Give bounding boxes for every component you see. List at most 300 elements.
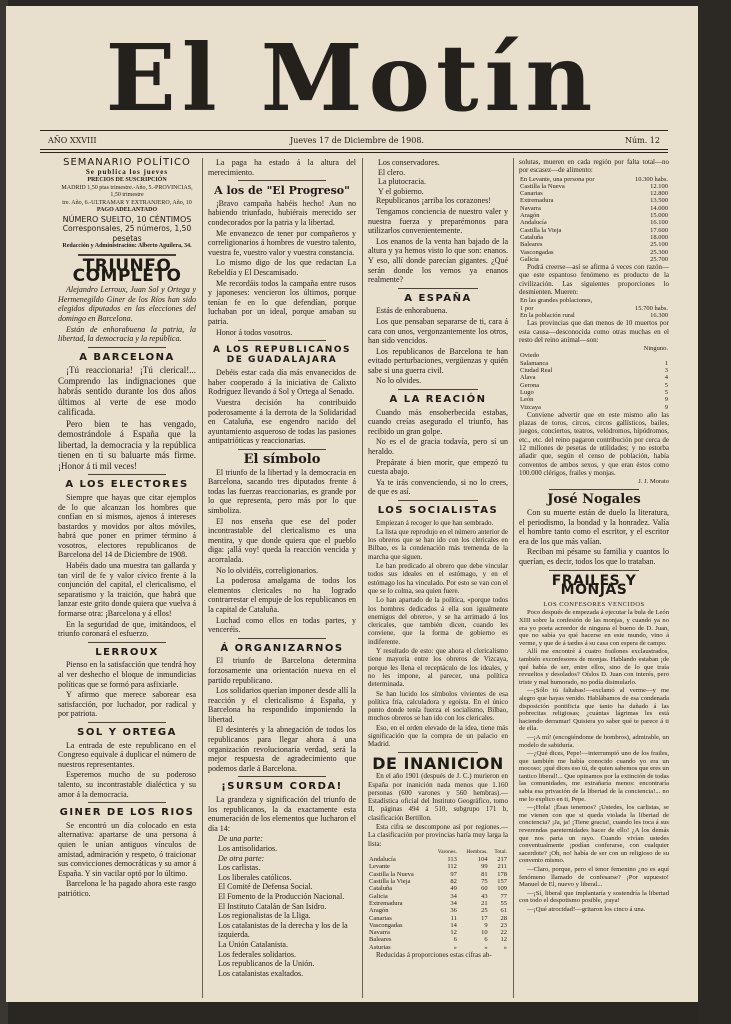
table-cell: 5	[664, 381, 668, 389]
table-cell: 21	[481, 899, 488, 907]
list-item: De otra parte:	[218, 853, 265, 863]
table-cell: En Levante, una persona por	[520, 175, 595, 183]
table-cell: Galicia	[520, 255, 539, 263]
table-cell: 43	[481, 892, 488, 900]
table-cell: 14	[450, 921, 457, 929]
list-item: Los conservadores.	[378, 158, 440, 167]
table-header	[368, 849, 508, 856]
table-cell: 104	[477, 856, 488, 864]
list-item: Los liberales católicos.	[218, 872, 292, 882]
table-cell: 25.300	[650, 248, 668, 256]
table-cell: 211	[497, 863, 507, 871]
paragraph: Están de enhorabuena la patria, la libertad, la democracia y la república.	[58, 324, 196, 344]
paragraph: La lista que reprodujo en el número anterior de los obreros que se han ido con los clericales en Bilbao, es la condenación más tremenda de la marcha que siguen.	[368, 527, 508, 561]
paragraph: Allí me encontré á cuatro frailones exclaustrados, también exconfesores de monjas. Hablando estaban ¡de qué había de ser, entre ellos, sino de lo que traía revueltos y desolados? Oíslos D. Juan con interés, pero triste y mal humorado, no podía disimularlo.	[519, 648, 669, 686]
table-row	[519, 256, 669, 263]
paragraph: No lo olvidéis, correligionarios.	[216, 565, 318, 575]
list-item: De una parte:	[218, 834, 263, 844]
list-item: Y el gobierno.	[378, 186, 424, 196]
column-3	[368, 158, 508, 960]
paragraph: Luchad como ellos en todas partes, y venceréis.	[208, 615, 356, 635]
paragraph: No es el de gracia todavía, pero sí un heraldo.	[368, 437, 508, 457]
table-cell: 77	[500, 892, 507, 900]
paragraph: Y resultado de esto: que ahora el clericalismo tiene mayoría entre los obreros de Vizcaya, porque les llena el receptáculo de los ideales, y no les impone, al parecer, una política determinada.	[368, 647, 508, 689]
table-cell: Baleares	[369, 936, 392, 944]
headline-sursum-corda: ¡SURSUM CORDA!	[221, 781, 343, 793]
paragraph: Pienso en la satisfacción que tendrá hoy al ver deshecho el bloque de inmundicias políticas que se formó para asfixiarle.	[58, 660, 196, 689]
paragraph: Poco después de empezada á ejecutar la bula de León XIII sobre la confesión de las monjas, y cuando ya no era yo poeta acreedor de ninguna el bueno de D. Juan, que no sabía ya qué hacerse en este mundo, vino á verme, y que de á tardes á su casa con espera de campo.	[519, 609, 669, 647]
paragraph: El triunfo de Barcelona determina forzosamente una orientación nueva en el partido republicano.	[208, 656, 356, 685]
issue-number: Núm. 12	[624, 136, 660, 145]
paragraph: —¿Qué dices, Pepe!—interrumpió uno de los frailes, que también me había conocido cuando yo era un mocoso; ¡qué dices eso tú, de quien sabemos que eres un tantico liberal!... Que opinamos por la extinción de todas las comunidades, me extrañaría menos: encontraría sabia esa privación de la libertad de la conciencia!... no me lo explico en ti, Pepe.	[519, 750, 669, 803]
table-cell: Canarias	[520, 190, 543, 198]
headline-el-progreso: A los de "El Progreso"	[214, 184, 350, 198]
table-cell: Ciudad Real	[520, 367, 553, 375]
table-cell: Cataluña	[369, 885, 393, 893]
paragraph: Cuando más ensoberbecida estabas, cuando creías asegurado el triunfo, has recibido un gran golpe.	[368, 407, 508, 436]
table-cell: 6	[453, 936, 457, 944]
table-cell: Hembras.	[466, 848, 488, 855]
table-cell: Navarra	[520, 204, 541, 212]
subheadline-confesores: LOS CONFESORES VENCIDOS	[543, 600, 645, 608]
published-line: Se publica los jueves	[85, 167, 169, 176]
table-cell: 49	[450, 885, 457, 893]
paragraph: Habéis dado una muestra tan gallarda y tan viril de fe y valor cívico frente á la conjunción del capital, el clericalismo, el separatismo y la traición, que habrá que lanzar este grito donde quiera que vuelva á formarse otra: ¡Barcelona y á ellos!	[58, 561, 196, 619]
table-cell: 22	[500, 929, 507, 937]
table-cell: Galicia	[369, 892, 388, 900]
headline-los-socialistas: LOS SOCIALISTAS	[377, 505, 499, 516]
table-cell: 28	[500, 914, 507, 922]
headline-guadalajara: A LOS REPUBLICANOS DE GUADALAJARA	[213, 345, 351, 365]
table-cell: 1 por	[520, 304, 534, 312]
table-cell: Canarias	[369, 914, 392, 922]
single-issue-price: NÚMERO SUELTO, 10 CÉNTIMOS	[62, 214, 192, 224]
table-row	[368, 929, 508, 936]
paragraph: Le han predicado al obrero que debe vincular todos sus ideales en el estómago, y en el estómago los ha vinculado. Por esto se van con el que se lo colma, sea quien fuere.	[368, 562, 508, 595]
paragraph: Barcelona le ha pagado ahora este rasgo patriótico.	[58, 879, 196, 898]
prices-title: PRECIOS DE SUSCRIPCIÓN	[87, 177, 167, 184]
dateline	[40, 134, 668, 148]
table-row	[519, 367, 669, 374]
table-row	[368, 893, 508, 900]
column-1	[58, 158, 196, 899]
table-cell: Castilla la Nueva	[520, 182, 565, 190]
table-row	[519, 249, 669, 256]
table-row	[519, 352, 669, 359]
table-row	[519, 389, 669, 396]
table-cell: »	[453, 943, 457, 951]
paragraph: —¡Sí, liberal que implantaría y sostendría la libertad con todo el despotismo posible, ¡raya!	[519, 889, 669, 905]
table-cell: Castilla la Vieja	[369, 878, 411, 886]
paragraph: —¡Sólo tú faltabas!—exclamó al verme—y me alegro que hayas venido. Hablábamos de esa condenada disposición pontificia que tanto ha dañado á las pobrecitas religiosas; ¿cuántas lágrimas les está haciendo derramar! Quisiera yo saber qué te parece á ti de ella.	[519, 687, 669, 733]
paragraph: —¡Hola! ¡Ésas tenemos? ¡Ustedes, los carlistas, se me vienen con que si queda violada la libertad de conciencia? ¡Ja, ja! ¡Tiene gracia!, cuando les toca á sus reverendas pareternidades hacer de ello! ¿A los demás que nos parta un rayo. Cuando vivían ustedes conventualmente ¡podían conferarse, con cualquier sacerdote? ¡Oh, no! había de ser con un religioso de su convento mismo.	[519, 804, 669, 865]
column-divider-3	[513, 158, 514, 998]
table-row	[519, 176, 669, 183]
list-item: Los federales solidarios.	[218, 949, 296, 959]
table-row	[519, 205, 669, 212]
table-row	[519, 197, 669, 204]
headline-giner: GINER DE LOS RIOS	[59, 807, 195, 819]
table-row	[368, 856, 508, 863]
table-cell: 3	[664, 367, 668, 375]
paragraph: El triunfo de la libertad y la democracia en Barcelona, sacando tres diputados frente á todas las fuerzas reaccionarias, es grande por lo que representa, pero más por lo que simboliza.	[208, 467, 356, 515]
table-cell: Levante	[369, 863, 390, 871]
headline-de-inanicion: DE INANICION	[372, 753, 504, 773]
table-row	[519, 190, 669, 197]
table-row	[519, 183, 669, 190]
list-item: La plutocracia.	[378, 177, 426, 187]
divider	[88, 642, 166, 643]
column-4-mid3	[519, 411, 669, 487]
table-cell: Lugo	[520, 388, 534, 396]
table-cell: 157	[497, 878, 507, 886]
table-cell: 10.300 habs.	[634, 175, 668, 183]
table-cell: 6	[484, 936, 488, 944]
list-item: Los republicanos de la Unión.	[218, 959, 315, 969]
paragraph: ¡Tú reaccionaria! ¡Tú clerical!... Comprendo las indignaciones que habrás sentido durante los dos años últimos al verte de ese modo calificada.	[58, 365, 196, 418]
table-cell: Ninguno.	[643, 345, 668, 353]
paragraph: Esperemos mucho de su poderoso talento, su incontrastable dialéctica y su amor á la democracia.	[58, 770, 196, 799]
table-row	[519, 382, 669, 389]
paragraph: Reducidas á proporciones estas cifras ab-	[376, 951, 492, 960]
table-cell: 82	[450, 878, 457, 886]
table-cell: 25.100	[650, 241, 668, 249]
prices-line-2: tre. Año, 6.-ULTRAMAR Y EXTRANJERO, Año, 10	[62, 199, 192, 206]
table-cell: Aragón	[520, 212, 540, 220]
redaction-address: Redacción y Administración: Alberto Aguilera, 34.	[62, 243, 192, 250]
paragraph: Los republicanos de Barcelona te han evitado perturbaciones, vergüenzas y quién sabe si una guerra civil.	[368, 346, 508, 375]
masthead-title: El Motín	[105, 24, 599, 132]
list-item: El clero.	[378, 167, 406, 177]
table-cell: Salamanca	[520, 359, 549, 367]
paragraph: Lo mismo digo de los que redactan La Rebeldía y El Descamisado.	[208, 258, 356, 277]
headline-a-la-reacion: A LA REACIÓN	[389, 394, 487, 406]
paragraph: —¡Qué atrocidad!—gritaron los cinco á una.	[527, 905, 646, 913]
table-cell: 17.600	[650, 226, 668, 234]
column-4-mid	[519, 263, 669, 296]
table-row	[368, 871, 508, 878]
paragraph: Las provincias que dan menos de 10 muertos por esta causa—desconocida como otras muchas en el resto del reino animal—son:	[519, 319, 669, 344]
paragraph: La poderosa amalgama de todos los elementos clericales no ha logrado contrarrestar el empuje de los republicanos en la capital de Cataluña.	[208, 576, 356, 614]
table-row	[519, 396, 669, 403]
paragraph: Honor á todos vosotros.	[216, 327, 293, 337]
column-2	[208, 158, 356, 978]
table-cell: Castilla la Nueva	[369, 870, 414, 878]
table-cell: 10	[481, 929, 488, 937]
table-cell: 99	[481, 863, 488, 871]
table-cell: En las grandes poblaciones,	[520, 297, 593, 305]
paragraph: Vuestra decisión ha contribuido poderosamente á la derrota de la Solidaridad en Cataluña, ese engendro nacido del ayuntamiento asqueroso de todas las pasiones antipatrióticas y reaccionarias.	[208, 398, 356, 446]
table-cell: 109	[497, 885, 507, 893]
table-cell: 9	[664, 403, 668, 411]
paragraph: —¡A mí! (encogiéndome de hombros), admirable, un modelo de sabiduría.	[519, 733, 669, 749]
divider	[88, 802, 166, 803]
headline-el-simbolo: El símbolo	[243, 452, 321, 468]
table-cell: »	[503, 943, 507, 951]
table-header	[519, 345, 669, 352]
paragraph: Pero bien te has vengado, demostrándole á España que la libertad, la democracia y la república tienen en ti su baluarte más firme. ¡Honor á ti mil veces!	[58, 418, 196, 471]
table-cell: 12	[500, 936, 507, 944]
table-cell: Oviedo	[520, 352, 540, 360]
table-cell: 15.700 habs.	[634, 304, 668, 312]
paragraph: Me envanezco de tener por compañeros y correligionarios á hombres de vuestro talento, vuestra fe, vuestro valor y vuestra constancia.	[208, 228, 356, 257]
newspaper-page	[6, 6, 698, 1002]
table-cell: 18.000	[650, 233, 668, 241]
right-edge-shadow	[698, 0, 731, 1024]
table-cell: 34	[450, 892, 457, 900]
divider	[398, 288, 478, 289]
divider	[398, 752, 478, 753]
table-cell: 11	[450, 914, 457, 922]
column-4	[519, 158, 669, 915]
table-row	[368, 885, 508, 892]
signature: J. J. Morato	[638, 478, 669, 486]
headline-organizarnos: Á ORGANIZARNOS	[220, 642, 344, 654]
column-divider-1	[202, 158, 203, 998]
divider	[549, 570, 639, 571]
list-item: El Comité de Defensa Social.	[218, 882, 313, 892]
table-cell: 9	[664, 396, 668, 404]
table-cell: Aragón	[369, 907, 389, 915]
table-row	[368, 915, 508, 922]
table-row	[368, 900, 508, 907]
paragraph: ¡Bravo campaña habéis hecho! Aun no habiendo triunfado, hubiérais merecido ser condecorados por la patria y la libertad.	[208, 198, 356, 227]
paragraph: Siempre que hayas que citar ejemplos de lo que alcanzan los hombres que confían en sí mismos, ajenos á intereses bastardos y movidos por altos móviles, habrá que poner en primer término á vosotros, electores republicanos de Barcelona del 14 de Diciembre de 1908.	[58, 492, 196, 560]
paragraph: El nos enseña que ese del poder incontrastable del clericalismo es una mentira, y que donde quiera que el pueblo diga: ¡allá voy! queda la reacción vencida y acorralada.	[208, 516, 356, 564]
headline-frailes-y-monjas: FRAILES Y MONJAS	[551, 572, 637, 599]
table-cell: Vascongadas	[520, 248, 554, 256]
provinces-table	[519, 345, 669, 411]
table-cell	[368, 849, 430, 856]
table-cell: 16.100	[650, 219, 668, 227]
inanicion-table	[368, 849, 508, 951]
headline-sol-y-ortega: SOL Y ORTEGA	[77, 726, 177, 738]
prepaid-label: PAGO ADELANTADO	[96, 207, 158, 214]
paragraph: La paga ha estado á la altura del merecimiento.	[208, 158, 356, 177]
list-item: El Instituto Catalán de San Isidro.	[218, 901, 327, 911]
paragraph: solutas, mueren en cada región por falta total—no por escasez—de alimento:	[519, 158, 669, 175]
list-item: Los regionalistas de la Lliga.	[218, 911, 311, 921]
socialistas-body	[368, 519, 508, 749]
table-cell: 15.000	[650, 212, 668, 220]
table-cell: En la población rural	[520, 311, 575, 319]
agents-price: Corresponsales, 25 números, 1,50 pesetas	[62, 224, 192, 243]
table-cell: Varones.	[437, 848, 457, 855]
table-cell: 5	[664, 388, 668, 396]
table-row	[368, 907, 508, 914]
paragraph: Me recordáis todos la campaña entre rusos y japoneses: vencieron los últimos, porque tenían fe en lo que defendían, porque luchaban por un ideal, porque amaban su patria.	[208, 278, 356, 326]
table-cell: Castilla la Vieja	[520, 226, 562, 234]
inanicion-body	[368, 772, 508, 848]
table-cell: 13.500	[650, 197, 668, 205]
divider	[238, 449, 326, 450]
list-item: El Fomento de la Producción Nacional.	[218, 891, 345, 901]
list-item: La Unión Catalanista.	[218, 939, 288, 949]
paragraph: Con su muerte están de duelo la literatura, el periodismo, la bondad y la honradez. Valía el hombre tanto como el escritor, y el escritor era de los que más valían.	[519, 508, 669, 546]
divider	[398, 389, 478, 390]
year-label: AÑO XXVIII	[48, 136, 97, 145]
column-4-top	[519, 158, 669, 175]
table-cell: Gerona	[520, 381, 540, 389]
table-cell: 55	[500, 899, 507, 907]
divider	[238, 180, 326, 181]
table-cell	[604, 352, 669, 359]
headline-lerroux: LERROUX	[95, 646, 159, 658]
table-cell: 12.800	[650, 190, 668, 198]
table-cell: 17	[481, 914, 488, 922]
table-cell: 97	[450, 870, 457, 878]
table-cell: 25.700	[650, 255, 668, 263]
divider	[88, 474, 166, 475]
paragraph: Los enanos de la venta han bajado de la altura y ya hemos visto lo que son: enanos. Y eso, allí donde parecían gigantes. ¿Qué serán donde los vemos ya enanos realmente?	[368, 236, 508, 285]
table-row	[519, 374, 669, 381]
paragraph: Empiezan á recoger lo que han sembrado.	[376, 518, 494, 527]
table-row	[519, 360, 669, 367]
table-row	[368, 944, 508, 951]
paragraph: Debéis estar cada día más envanecidos de haber cooperado á la iniciativa de Calixto Rodríguez llevando á Sol y Ortega al Senado.	[208, 368, 356, 397]
table-cell: 12	[450, 929, 457, 937]
headline-a-espana: A ESPAÑA	[404, 292, 472, 304]
table-cell: Vizcaya	[520, 403, 541, 411]
table-cell: Alava	[520, 374, 536, 382]
table-cell	[519, 345, 604, 352]
table-cell: 178	[497, 870, 507, 878]
table-cell: 113	[447, 856, 457, 864]
paragraph: Estás de enhorabuena.	[376, 306, 448, 316]
divider	[238, 776, 326, 777]
table-row	[368, 922, 508, 929]
paragraph: En el año 1901 (después de J. C.) murieron en España por inanición nada menos que 1.160 personas (600 varones y 560 hembras).—Estadística oficial del Instituto Geográfico, tomo II, páginas 494 á 510, subgrupo 171 b, clasificación Bertillon.	[368, 772, 508, 822]
divider	[398, 500, 478, 501]
table-cell	[621, 297, 669, 304]
divider	[88, 722, 166, 723]
paragraph: Republicanos ¡arriba los corazones!	[376, 196, 491, 206]
paragraph: Prepárate á bien morir, que empezó tu cuesta abajo.	[368, 457, 508, 477]
table-cell: 34	[450, 899, 457, 907]
paragraph: Podrá creerse—así se afirma á veces con razón—que este espantoso fenómeno es producto de la civilización. Las siguientes proporciones lo desmienten. Mueren:	[519, 263, 669, 297]
paragraph: La grandeza y significación del triunfo de los republicanos, la da exactamente esta enumeración de los elementos que lucharon el día 14:	[208, 795, 356, 833]
elements-list-cont	[368, 158, 508, 196]
table-row	[519, 227, 669, 234]
table-cell: Baleares	[520, 241, 543, 249]
table-row	[519, 212, 669, 219]
table-cell: 112	[447, 863, 457, 871]
divider	[238, 638, 326, 639]
divider	[549, 489, 639, 490]
table-cell: Navarra	[369, 929, 390, 937]
table-row	[519, 305, 669, 312]
column-4-mid2	[519, 319, 669, 344]
paragraph: Conviene advertir que en este mismo año las plazas de toros, circos, circos gallísticos, bailes, juegos, conciertos, teatros, velódromos, hipódromos, etc., etc. del reino pagaron contribución por cerca de 12 millones de pesetas de utilidades; y no estorba añadir que, según el censo de población, había conventos de ambos sexos, y que eran éstos como 100.000 clérigos, frailes y monjas.	[519, 410, 669, 477]
list-item: Los antisolidarios.	[218, 844, 278, 853]
table-row	[519, 312, 669, 319]
paragraph: Reciban mi pésame su familia y cuantos lo querían, es decir, todos los que lo trataban.	[519, 547, 669, 567]
table-cell: Total.	[494, 848, 507, 855]
masthead-rule-top	[40, 130, 668, 131]
table-cell: 12.100	[650, 182, 668, 190]
rate-table-population	[519, 297, 669, 319]
paragraph: Los solidarios querían imponer desde allí la reacción y el clericalismo á España, y Barcelona ha respondido imponiendo la libertad.	[208, 686, 356, 724]
table-cell: Cataluña	[520, 233, 544, 241]
table-cell: León	[520, 396, 534, 404]
paragraph: —Claro, porque, pero el tenor femenino ¿no es aquí fenómeno llamado de confesarse? ¡Por supuesto! Manuel de El, nuevo y liberal...	[519, 866, 669, 889]
paragraph: El desinterés y la abnegación de todos los republicanos para llegar ahora á una organización revolucionaria verdad, será la mejor respuesta de agradecimiento que podemos darle á Barcelona.	[208, 725, 356, 773]
headline-a-los-electores: A LOS ELECTORES	[65, 479, 189, 491]
table-cell: 81	[481, 870, 488, 878]
paragraph: Los que pensaban separarse de ti, cara á cara con unos, vergonzantemente los otros, han sido vencidos.	[368, 316, 508, 346]
column-divider-2	[362, 158, 363, 998]
paragraph: Tengamos conciencia de nuestro valer y nuestra fuerza y preparémonos para utilizarlos convenientemente.	[368, 206, 508, 236]
divider	[238, 340, 326, 341]
paragraph: Lo han apartado de la política, «porque todos los hombres dedicados á ella son igualmente enemigos del obrero», y se ha arrimado á los clericales, que también dicen, cuando les conviene, que la forma de gobierno es indiferente.	[368, 596, 508, 646]
prices-line-1: MADRID 1,50 ptas trimestre.-Año, 5.-PROVINCIAS, 1,50 trimestre	[61, 184, 193, 199]
paragraph: Esta cifra se descompone así por regiones.—La clasificación por provincias haría muy larga la lista:	[368, 822, 508, 848]
list-item: Los catalanistas exaltados.	[218, 968, 304, 978]
issue-date: Jueves 17 de Diciembre de 1908.	[290, 136, 424, 145]
headline-a-barcelona: A BARCELONA	[79, 351, 175, 363]
paragraph: Se encontró un día colocado en esta alternativa: apartarse de una persona á quien le unían antiguos vínculos de amistad, admiración y respeto, ó traicionar sus convicciones democráticas y su amor á España. Y sin vacilar optó por lo último.	[58, 820, 196, 878]
list-item: Los catalanistas de la derecha y los de la izquierda.	[218, 920, 348, 940]
table-row	[368, 878, 508, 885]
table-cell: 217	[497, 856, 507, 864]
frailes-body	[519, 609, 669, 913]
headline-jose-nogales: José Nogales	[547, 492, 641, 508]
table-cell: 14.000	[650, 204, 668, 212]
paragraph: Ya te irás convenciendo, si no lo crees, de que es así.	[368, 477, 508, 497]
table-cell: Asturias	[369, 943, 391, 951]
paragraph: Alejandro Lerroux, Juan Sol y Ortega y Hermenegildo Giner de los Ríos han sido elegidos diputados en las elecciones del domingo en Barcelona.	[58, 285, 196, 323]
table-row	[519, 234, 669, 241]
table-cell: 1	[664, 359, 668, 367]
paragraph: Eso, en el orden elevado de la idea, tiene más significación que la compra de un palacio en Madrid.	[368, 723, 508, 749]
table-cell: 60	[481, 885, 488, 893]
paragraph: La entrada de este republicano en el Congreso equivale á duplicar el número de nuestros representantes.	[58, 740, 196, 769]
table-cell: »	[484, 943, 488, 951]
table-cell: Extremadura	[369, 899, 403, 907]
paragraph: No lo olvides.	[376, 376, 422, 386]
paragraph: En la seguridad de que, imitándoos, el triunfo coronará el esfuerzo.	[58, 619, 196, 639]
table-cell: 23	[500, 921, 507, 929]
headline-triunfo: TRIUNFO COMPLETO	[72, 255, 182, 286]
table-row	[368, 863, 508, 870]
masthead-rule-bottom-2	[40, 152, 668, 153]
elements-list	[208, 834, 356, 978]
kicker: SEMANARIO POLÍTICO	[63, 157, 191, 168]
table-cell: 25	[481, 907, 488, 915]
table-row	[519, 297, 669, 304]
divider	[88, 347, 166, 348]
table-cell: Andalucía	[369, 856, 396, 864]
paragraph: Y afirmo que merece saborear esa satisfacción, por luchador, por radical y por patriota.	[58, 690, 196, 719]
table-cell: Extremadura	[520, 197, 554, 205]
table-cell: 4	[664, 374, 668, 382]
table-cell: Vascongadas	[369, 921, 403, 929]
table-cell: 9	[484, 921, 488, 929]
table-row	[519, 219, 669, 226]
paragraph: Se han lucido los símbolos vivientes de esa política fría, calculadora y egoísta. En el único punto donde tenía fuerza el socialismo, Bilbao, muchos obreros se han ido con los clericales.	[368, 689, 508, 723]
masthead-rule-bottom	[40, 149, 668, 150]
table-cell: 61	[500, 907, 507, 915]
table-cell: 36	[450, 907, 457, 915]
table-cell: 16.300	[650, 311, 668, 319]
table-cell: Andalucía	[520, 219, 547, 227]
table-row	[368, 936, 508, 943]
list-item: Los carlistas.	[218, 863, 261, 873]
table-cell: 75	[481, 878, 488, 886]
rate-table-regions	[519, 176, 669, 264]
table-row	[519, 241, 669, 248]
table-row	[519, 404, 669, 411]
